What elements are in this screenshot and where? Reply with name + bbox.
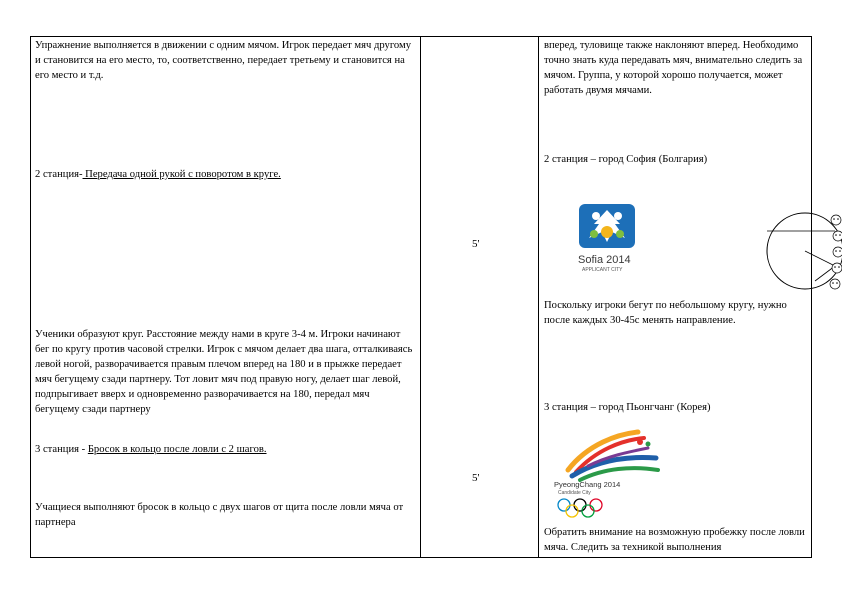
pyeongchang-logo-sub: Candidate City	[558, 490, 591, 496]
left-paragraph-1: Упражнение выполняется в движении с одним мячом. Игрок передает мяч другому и становится на его место, то, соответственно, передает третьему и становится на его место и т.д.	[35, 40, 412, 81]
time-station-2: 5'	[472, 238, 480, 250]
station-3-prefix: 3 станция -	[35, 444, 88, 455]
lesson-table	[30, 36, 812, 558]
column-divider-2	[538, 36, 539, 558]
sofia-logo-sub: APPLICANT CITY	[582, 267, 623, 273]
circle-diagram	[765, 206, 842, 296]
time-station-3: 5'	[472, 472, 480, 484]
right-paragraph-2: Поскольку игроки бегут по небольшому кругу, нужно после каждых 30-45с менять направление.	[544, 300, 787, 326]
sofia-logo-text: Sofia 2014	[578, 254, 631, 266]
left-paragraph-3: Учащиеся выполняют бросок в кольцо с двух шагов от щита после ловли мяча от партнера	[35, 502, 404, 528]
pyeongchang-2014-logo	[548, 426, 668, 518]
column-divider-1	[420, 36, 421, 558]
sofia-2014-logo	[574, 202, 644, 276]
station-2-prefix: 2 станция-	[35, 169, 83, 180]
station-2-title: Передача одной рукой с поворотом в круге.	[82, 169, 281, 180]
station-3-title: Бросок в кольцо после ловли с 2 шагов.	[87, 444, 267, 455]
pyeongchang-emblem-icon	[548, 426, 668, 482]
circle-drill-icon	[765, 206, 842, 296]
station-3-city: 3 станция – город Пьонгчанг (Корея)	[544, 402, 711, 413]
left-paragraph-2: Ученики образуют круг. Расстояние между нами в круге 3-4 м. Игроки начинают бег по кругу против часовой стрелки. Игрок с мячом делает два шага, отталкиваясь левой ногой, разворачивается правым плечом вперед на 180 и в прыжке передает мяч бегущему сзади партнеру. Тот ловит мяч под правую ногу, делает шаг левой, подпрыгивает вверх и одновременно разворачивается на 180, передал мяч бегущему сзади партнеру	[35, 329, 413, 415]
station-2-city: 2 станция – город София (Болгария)	[544, 154, 708, 165]
pyeongchang-logo-text: PyeongChang 2014	[554, 480, 621, 489]
right-paragraph-3: Обратить внимание на возможную пробежку после ловли мяча. Следить за техникой выполнения	[544, 527, 805, 553]
olympic-rings-icon	[556, 498, 604, 518]
station-2-heading	[35, 167, 415, 182]
station-3-heading	[35, 442, 415, 457]
right-paragraph-1: вперед, туловище также наклоняют вперед. Необходимо точно знать куда передавать мяч, внимательно следить за мячом. Группа, у которой хорошо получается, может работать двумя мячами.	[544, 40, 803, 96]
